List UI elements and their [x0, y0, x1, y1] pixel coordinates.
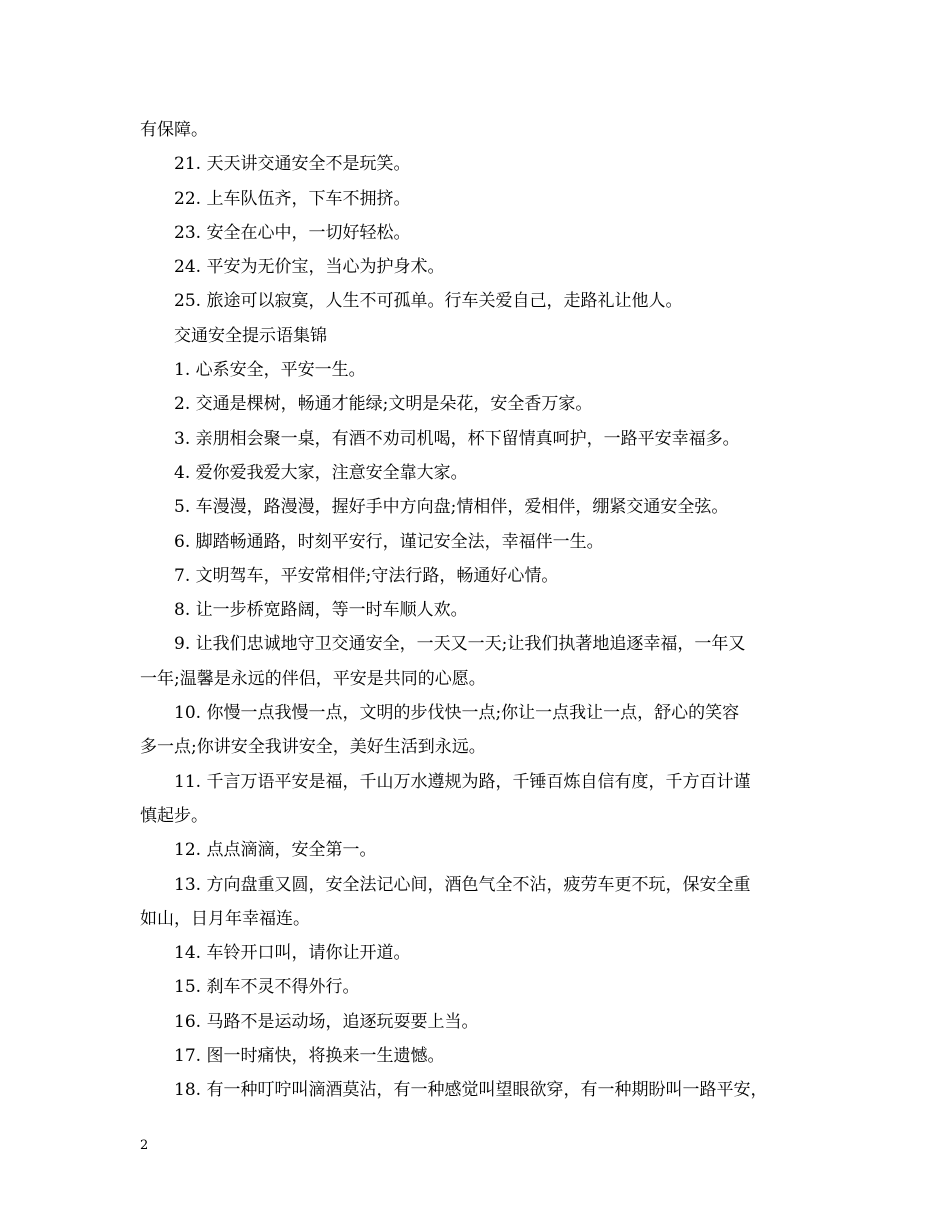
- text-line: 交通安全提示语集锦: [174, 325, 327, 346]
- text-line: 有保障。: [140, 120, 208, 140]
- text-line: 17. 图一时痛快，将换来一生遗憾。: [174, 1046, 445, 1067]
- text-line: 21. 天天讲交通安全不是玩笑。: [174, 154, 411, 175]
- text-line: 8. 让一步桥宽路阔，等一时车顺人欢。: [174, 600, 468, 621]
- text-line: 13. 方向盘重又圆，安全法记心间，酒色气全不沾，疲劳车更不玩，保安全重: [174, 874, 751, 895]
- text-line: 1. 心系安全，平安一生。: [174, 360, 366, 381]
- page-number: 2: [140, 1138, 149, 1153]
- text-line: 14. 车铃开口叫，请你让开道。: [174, 943, 411, 964]
- text-line: 9. 让我们忠诚地守卫交通安全，一天又一天;让我们执著地追逐幸福，一年又: [174, 634, 746, 655]
- document-body: [140, 113, 820, 1108]
- text-line: 6. 脚踏畅通路，时刻平安行，谨记安全法，幸福伴一生。: [174, 531, 604, 552]
- text-line: 7. 文明驾车，平安常相伴;守法行路，畅通好心情。: [174, 565, 559, 586]
- text-line: 3. 亲朋相会聚一桌，有酒不劝司机喝，杯下留情真呵护，一路平安幸福多。: [174, 428, 740, 449]
- text-line: 一年;温馨是永远的伴侣，平安是共同的心愿。: [140, 668, 486, 689]
- text-line: 4. 爱你爱我爱大家，注意安全靠大家。: [174, 462, 468, 483]
- text-line: 慎起步。: [140, 805, 208, 826]
- text-line: 16. 马路不是运动场，追逐玩耍要上当。: [174, 1011, 479, 1032]
- text-line: 25. 旅途可以寂寞，人生不可孤单。行车关爱自己，走路礼让他人。: [174, 291, 683, 312]
- text-line: 18. 有一种叮咛叫滴酒莫沾，有一种感觉叫望眼欲穿，有一种期盼叫一路平安，: [174, 1080, 768, 1101]
- text-line: 多一点;你讲安全我讲安全，美好生活到永远。: [140, 737, 486, 758]
- text-line: 10. 你慢一点我慢一点，文明的步伐快一点;你让一点我让一点，舒心的笑容: [174, 703, 740, 724]
- text-line: 24. 平安为无价宝，当心为护身术。: [174, 257, 445, 278]
- text-line: 15. 刹车不灵不得外行。: [174, 977, 360, 998]
- text-line: 22. 上车队伍齐，下车不拥挤。: [174, 188, 411, 209]
- text-line: 5. 车漫漫，路漫漫，握好手中方向盘;情相伴，爱相伴，绷紧交通安全弦。: [174, 497, 729, 518]
- text-line: 11. 千言万语平安是福，千山万水遵规为路，千锤百炼自信有度，千方百计谨: [174, 771, 751, 792]
- text-line: 23. 安全在心中，一切好轻松。: [174, 222, 411, 243]
- text-line: 12. 点点滴滴，安全第一。: [174, 840, 377, 861]
- text-line: 如山，日月年幸福连。: [140, 908, 310, 929]
- text-line: 2. 交通是棵树，畅通才能绿;文明是朵花，安全香万家。: [174, 394, 593, 415]
